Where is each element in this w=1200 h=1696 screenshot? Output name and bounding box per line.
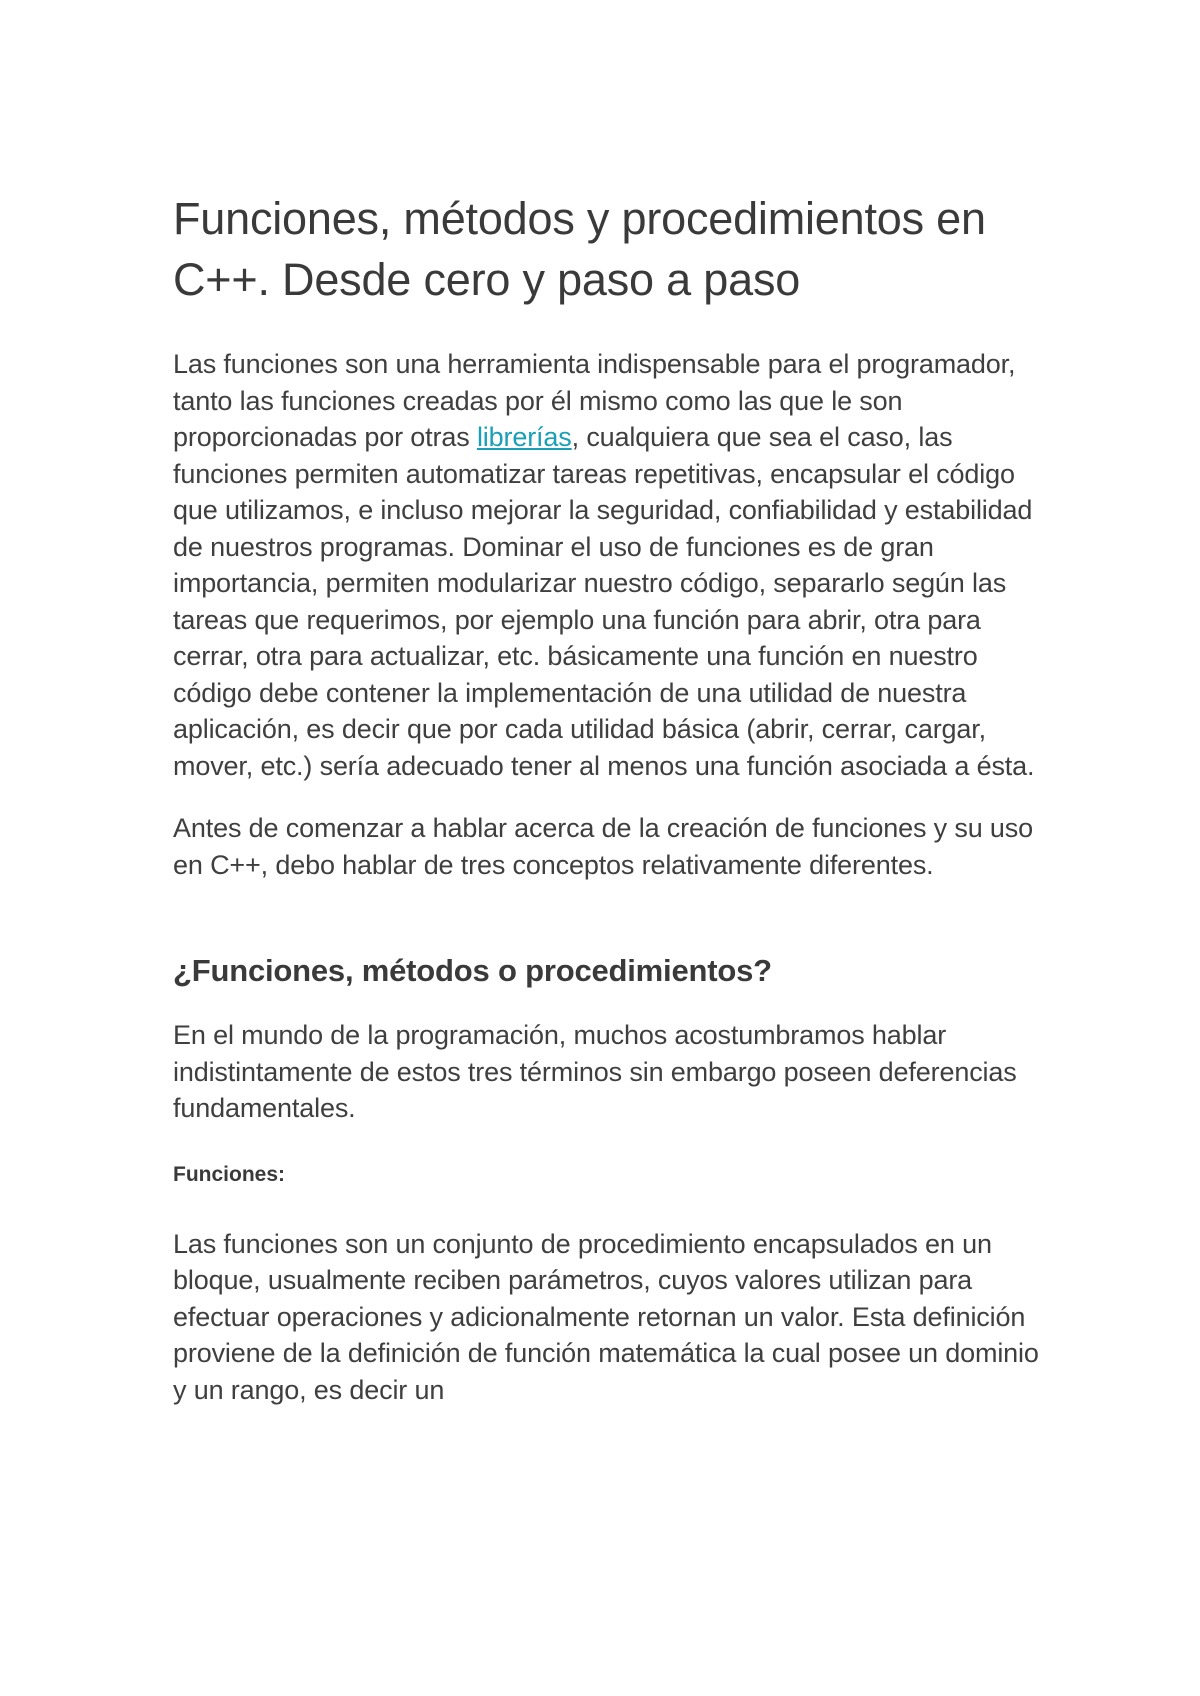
intro-text-end: , cualquiera que sea el caso, las funciones permiten automatizar tareas repetitivas, encapsular el código que utilizamos, e incluso mejorar la seguridad, confiabilidad y estabilidad de nuestros programas. Dominar el uso de funciones es de gran importancia, permiten modularizar nuestro código, separarlo según las tareas que requerimos, por ejemplo una función para abrir, otra para cerrar, otra para actualizar, etc. básicamente una función en nuestro código debe contener la implementación de una utilidad de nuestra aplicación, es decir que por cada utilidad básica (abrir, cerrar, cargar, mover, etc.) sería adecuado tener al menos una función asociada a ésta. <box>173 422 1035 781</box>
section-heading: ¿Funciones, métodos o procedimientos? <box>173 953 772 988</box>
librerias-link[interactable]: librerías <box>476 422 572 452</box>
concepts-paragraph: Antes de comenzar a hablar acerca de la creación de funciones y su uso en C++, debo hablar de tres conceptos relativamente diferentes. <box>173 813 1034 880</box>
intro-text-start: Las funciones son una herramienta indispensable para el programador, tanto las funciones creadas por él mismo como las que le son proporcionadas por otras <box>173 349 1016 452</box>
functions-subheading: Funciones: <box>173 1162 286 1186</box>
page-title: Funciones, métodos y procedimientos en C++. Desde cero y paso a paso <box>173 193 986 305</box>
intro-paragraph <box>173 346 1043 784</box>
document-page <box>173 188 1043 1408</box>
terms-paragraph: En el mundo de la programación, muchos acostumbramos hablar indistintamente de estos tres términos sin embargo poseen deferencias fundamentales. <box>173 1020 1017 1123</box>
functions-definition-paragraph: Las funciones son un conjunto de procedimiento encapsulados en un bloque, usualmente reciben parámetros, cuyos valores utilizan para efectuar operaciones y adicionalmente retornan un valor. Esta definición proviene de la definición de función matemática la cual posee un dominio y un rango, es decir un <box>173 1228 1039 1405</box>
